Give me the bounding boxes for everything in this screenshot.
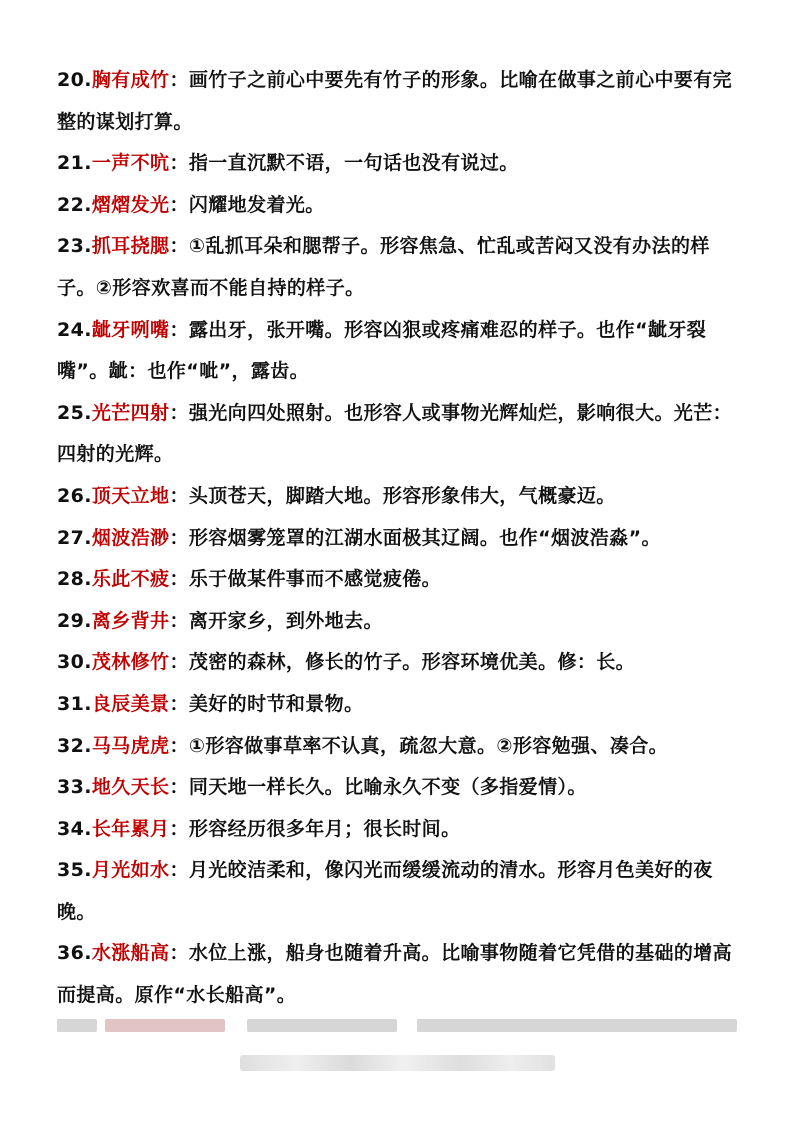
idiom-term: 熠熠发光 bbox=[91, 193, 170, 216]
entry-colon: ： bbox=[169, 526, 189, 549]
entry-colon: ： bbox=[169, 692, 189, 715]
idiom-term: 胸有成竹 bbox=[91, 69, 170, 91]
entry-colon: ： bbox=[169, 193, 189, 216]
entry-number: 29. bbox=[57, 609, 92, 632]
cut-off-text-line bbox=[57, 1019, 741, 1032]
idiom-entry bbox=[57, 393, 741, 476]
idiom-entry bbox=[57, 559, 741, 601]
idiom-entry bbox=[57, 143, 741, 185]
idiom-definition: 同天地一样长久。比喻永久不变（多指爱情）。 bbox=[188, 776, 587, 799]
idiom-term: 茂林修竹 bbox=[91, 651, 170, 674]
entry-number: 30. bbox=[57, 651, 92, 674]
idiom-entry bbox=[57, 767, 741, 809]
idiom-entry bbox=[57, 310, 741, 393]
idiom-entry bbox=[57, 850, 741, 933]
idiom-definition: 画竹子之前心中要先有竹子的形象。比喻在做事之前心中要有完整的谋划打算。 bbox=[57, 69, 733, 133]
idiom-term: 长年累月 bbox=[91, 817, 170, 840]
entry-colon: ： bbox=[169, 568, 189, 591]
idiom-definition: 茂密的森林，修长的竹子。形容环境优美。修：长。 bbox=[188, 651, 636, 674]
idiom-term: 地久天长 bbox=[91, 776, 170, 799]
entry-number: 22. bbox=[57, 193, 92, 216]
entry-number: 28. bbox=[57, 568, 92, 591]
idiom-definition: 形容经历很多年月；很长时间。 bbox=[188, 817, 461, 840]
entry-number: 24. bbox=[57, 318, 92, 341]
idiom-entry bbox=[57, 809, 741, 851]
entry-colon: ： bbox=[169, 69, 189, 91]
idiom-term: 光芒四射 bbox=[91, 401, 170, 424]
entry-number: 33. bbox=[57, 776, 92, 799]
entry-number: 21. bbox=[57, 152, 92, 175]
idiom-term: 烟波浩渺 bbox=[91, 526, 170, 549]
idiom-definition: 离开家乡，到外地去。 bbox=[188, 609, 383, 632]
idiom-definition: 水位上涨，船身也随着升高。比喻事物随着它凭借的基础的增高而提高。原作“水长船高”。 bbox=[57, 942, 733, 1007]
idiom-term: 良辰美景 bbox=[91, 692, 170, 715]
entry-colon: ： bbox=[169, 942, 189, 965]
idiom-entry bbox=[57, 642, 741, 684]
idiom-term: 乐此不疲 bbox=[91, 568, 170, 591]
entry-number: 36. bbox=[57, 942, 92, 965]
entry-number: 20. bbox=[57, 69, 92, 91]
idiom-entry bbox=[57, 684, 741, 726]
idiom-definition: ①乱抓耳朵和腮帮子。形容焦急、忙乱或苦闷又没有办法的样子。②形容欢喜而不能自持的样子。 bbox=[57, 235, 710, 299]
idiom-term: 顶天立地 bbox=[91, 484, 170, 507]
entry-colon: ： bbox=[169, 651, 189, 674]
idiom-definition: 露出牙，张开嘴。形容凶狠或疼痛难忍的样子。也作“龇牙裂嘴”。龇：也作“呲”，露齿。 bbox=[57, 318, 707, 383]
entry-colon: ： bbox=[169, 152, 189, 175]
entry-number: 23. bbox=[57, 235, 92, 258]
entry-colon: ： bbox=[169, 401, 189, 424]
idiom-definition: 月光皎洁柔和，像闪光而缓缓流动的清水。形容月色美好的夜晚。 bbox=[57, 859, 713, 923]
idiom-definition: 闪耀地发着光。 bbox=[188, 193, 325, 216]
idiom-list bbox=[57, 60, 741, 1032]
entry-number: 26. bbox=[57, 484, 92, 507]
idiom-term: 水涨船高 bbox=[91, 942, 170, 965]
blurred-watermark bbox=[240, 1055, 555, 1071]
entry-number: 32. bbox=[57, 734, 92, 757]
idiom-entry bbox=[57, 60, 741, 143]
idiom-definition: 乐于做某件事而不感觉疲倦。 bbox=[188, 568, 442, 591]
entry-colon: ： bbox=[169, 859, 189, 882]
idiom-entry bbox=[57, 226, 741, 309]
idiom-definition: 强光向四处照射。也形容人或事物光辉灿烂，影响很大。光芒：四射的光辉。 bbox=[57, 401, 733, 466]
entry-number: 25. bbox=[57, 401, 92, 424]
idiom-term: 月光如水 bbox=[91, 859, 170, 882]
entry-colon: ： bbox=[169, 734, 189, 757]
idiom-entry bbox=[57, 933, 741, 1016]
idiom-definition: 形容烟雾笼罩的江湖水面极其辽阔。也作“烟波浩淼”。 bbox=[188, 526, 661, 549]
idiom-entry bbox=[57, 518, 741, 560]
entry-colon: ： bbox=[169, 484, 189, 507]
entry-number: 34. bbox=[57, 817, 92, 840]
idiom-term: 离乡背井 bbox=[91, 609, 170, 632]
entry-colon: ： bbox=[169, 609, 189, 632]
idiom-entry bbox=[57, 726, 741, 768]
idiom-term: 龇牙咧嘴 bbox=[91, 318, 170, 341]
idiom-term: 抓耳挠腮 bbox=[91, 235, 170, 258]
idiom-definition: ①形容做事草率不认真，疏忽大意。②形容勉强、凑合。 bbox=[188, 734, 669, 757]
idiom-definition: 美好的时节和景物。 bbox=[188, 692, 364, 715]
entry-number: 35. bbox=[57, 859, 92, 882]
idiom-entry bbox=[57, 601, 741, 643]
entry-colon: ： bbox=[169, 235, 189, 258]
entry-colon: ： bbox=[169, 776, 189, 799]
entry-number: 31. bbox=[57, 692, 92, 715]
idiom-term: 一声不吭 bbox=[91, 152, 170, 175]
idiom-entry bbox=[57, 476, 741, 518]
idiom-term: 马马虎虎 bbox=[91, 734, 170, 757]
entry-colon: ： bbox=[169, 318, 189, 341]
entry-number: 27. bbox=[57, 526, 92, 549]
idiom-definition: 头顶苍天，脚踏大地。形容形象伟大，气概豪迈。 bbox=[188, 484, 616, 507]
idiom-entry bbox=[57, 185, 741, 227]
idiom-definition: 指一直沉默不语，一句话也没有说过。 bbox=[188, 152, 519, 175]
entry-colon: ： bbox=[169, 817, 189, 840]
